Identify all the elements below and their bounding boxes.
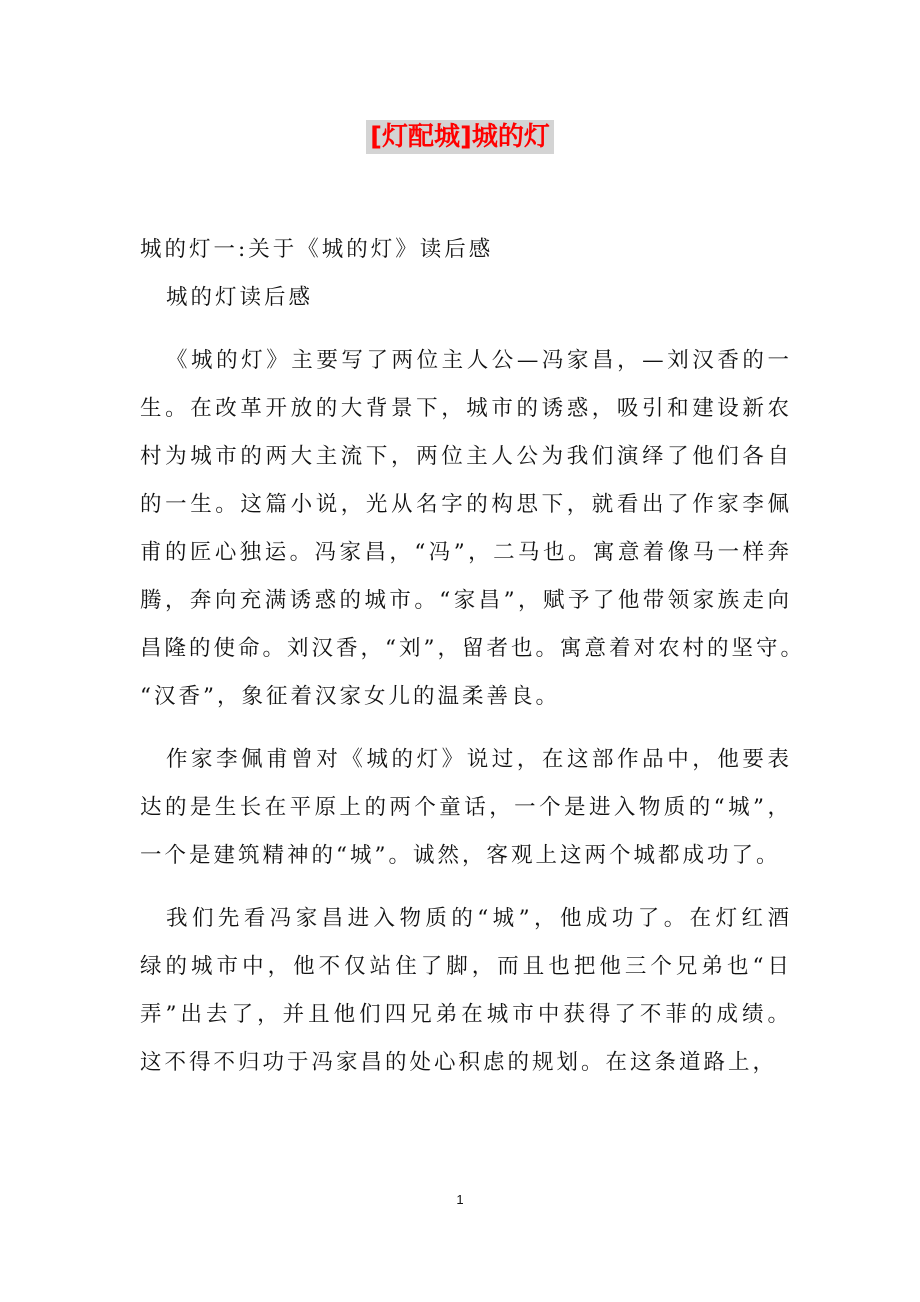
subheading: 城的灯读后感 [166,285,314,310]
text-line: 达的是生长在平原上的两个童话，一个是进入物质的“城”， [140,795,792,820]
text-line: 的一生。这篇小说，光从名字的构思下，就看出了作家李佩 [140,492,792,517]
text-line: 我们先看冯家昌进入物质的“城”，他成功了。在灯红酒 [166,906,792,931]
paragraph [140,337,805,721]
text-line: 一个是建筑精神的“城”。诚然，客观上这两个城都成功了。 [140,843,781,868]
page-number: 1 [456,1192,464,1207]
text-line: 村为城市的两大主流下，两位主人公为我们演绎了他们各自 [140,444,792,469]
paragraph-gap [140,322,792,337]
text-line: 弄”出去了，并且他们四兄弟在城市中获得了不菲的成绩。 [140,1002,792,1027]
text-line: 作家李佩甫曾对《城的灯》说过，在这部作品中，他要表 [166,747,792,772]
text-line: 《城的灯》主要写了两位主人公—冯家昌，—刘汉香的一 [166,348,792,373]
text-line: 生。在改革开放的大背景下，城市的诱惑，吸引和建设新农 [140,396,792,421]
paragraph-gap [140,721,792,736]
paragraph [140,736,792,880]
section-heading: 城的灯一:关于《城的灯》读后感 [140,237,494,262]
document-title: [灯配城]城的灯 [0,116,920,153]
text-line: “汉香”，象征着汉家女儿的温柔善良。 [140,684,560,709]
paragraph [140,895,792,1087]
text-line: 甫的匠心独运。冯家昌，“冯”，二马也。寓意着像马一样奔 [140,540,792,565]
paragraph-gap [140,880,792,895]
text-line: 腾，奔向充满诱惑的城市。“家昌”，赋予了他带领家族走向 [140,588,792,613]
document-body [140,226,805,1087]
text-line: 昌隆的使命。刘汉香，“刘”，留者也。寓意着对农村的坚守。 [140,636,805,661]
text-line: 绿的城市中，他不仅站住了脚，而且也把他三个兄弟也“日 [140,954,792,979]
text-line: 这不得不归功于冯家昌的处心积虑的规划。在这条道路上， [140,1050,778,1075]
